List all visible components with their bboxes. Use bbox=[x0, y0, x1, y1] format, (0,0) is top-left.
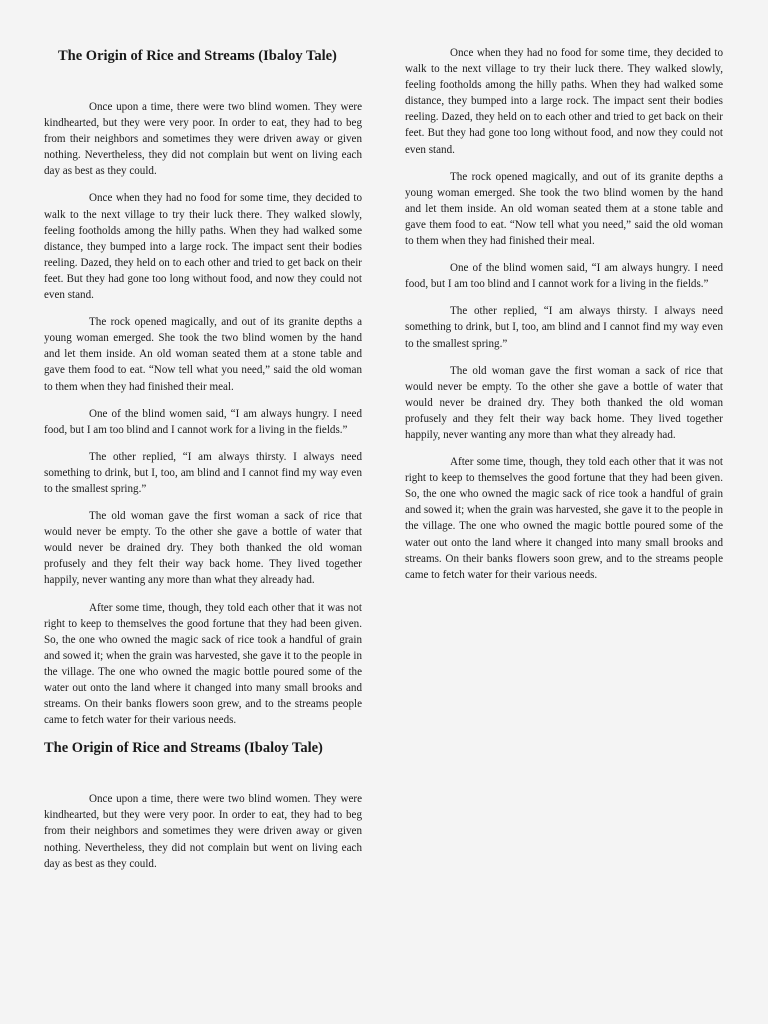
paragraph: Once upon a time, there were two blind women. They were kindhearted, but they were very poor. In order to eat, they had to beg from their neighbors and sometimes they were driven away or given nothing. Nevertheless, they did not complain but went on living each day as best as they could. bbox=[44, 101, 362, 178]
paragraph: The rock opened magically, and out of its granite depths a young woman emerged. She took the two blind women by the hand and let them inside. An old woman seated them at a stone table and gave them food to eat. “Now tell what you need,” said the old woman to them when they had finished their meal. bbox=[405, 170, 723, 248]
paragraph: Once when they had no food for some time, they decided to walk to the next village to try their luck there. They walked slowly, feeling footholds among the hilly paths. When they had walked some distance, they bumped into a large rock. The impact sent their bodies reeling. Dazed, they held on to each other and tried to get back on their feet. But they had gone too long without food, and now they could not even stand. bbox=[44, 192, 362, 302]
paragraph: The old woman gave the first woman a sack of rice that would never be empty. To the other she gave a bottle of water that would never be drained dry. They both thanked the old woman profusely and they felt their way back home. They lived together happily, never wanting any more than what they already had. bbox=[405, 364, 723, 441]
right-column bbox=[405, 0, 723, 594]
story-title: The Origin of Rice and Streams (Ibaloy Tale) bbox=[58, 48, 337, 64]
paragraph: The old woman gave the first woman a sack of rice that would never be empty. To the other she gave a bottle of water that would never be drained dry. They both thanked the old woman profusely and they felt their way back home. They lived together happily, never wanting any more than what they already had. bbox=[44, 510, 362, 587]
paragraph: One of the blind women said, “I am always hungry. I need food, but I am too blind and I cannot work for a living in the fields.” bbox=[44, 407, 362, 436]
paragraph: One of the blind women said, “I am always hungry. I need food, but I am too blind and I cannot work for a living in the fields.” bbox=[405, 262, 723, 291]
paragraph: After some time, though, they told each other that it was not right to keep to themselves the good fortune that they had been given. So, the one who owned the magic sack of rice took a handful of grain and sowed it; when the grain was harvested, she gave it to the people in the village. The one who owned the magic bottle poured some of the water out onto the land where it changed into many small brooks and streams. On their banks flowers soon grew, and to the streams people came to fetch water for their various needs. bbox=[405, 456, 723, 581]
paragraph: The other replied, “I am always thirsty. I always need something to drink, but I, too, am blind and I cannot find my way even to the smallest spring.” bbox=[44, 450, 362, 495]
paragraph: Once when they had no food for some time, they decided to walk to the next village to try their luck there. They walked slowly, feeling footholds among the hilly paths. When they had walked some distance, they bumped into a large rock. The impact sent their bodies reeling. Dazed, they held on to each other and tried to get back on their feet. But they had gone too long without food, and now they could not even stand. bbox=[405, 47, 723, 156]
story-title-repeat: The Origin of Rice and Streams (Ibaloy Tale) bbox=[44, 740, 323, 757]
paragraph: The other replied, “I am always thirsty. I always need something to drink, but I, too, am blind and I cannot find my way even to the smallest spring.” bbox=[405, 305, 723, 350]
left-column bbox=[44, 0, 362, 883]
paragraph: Once upon a time, there were two blind women. They were kindhearted, but they were very poor. In order to eat, they had to beg from their neighbors and sometimes they were driven away or given nothing. Nevertheless, they did not complain but went on living each day as best as they could. bbox=[44, 793, 362, 870]
paragraph: The rock opened magically, and out of its granite depths a young woman emerged. She took the two blind women by the hand and let them inside. An old woman seated them at a stone table and gave them food to eat. “Now tell what you need,” said the old woman to them when they had finished their meal. bbox=[44, 316, 362, 393]
paragraph: After some time, though, they told each other that it was not right to keep to themselves the good fortune that they had been given. So, the one who owned the magic sack of rice took a handful of grain and sowed it; when the grain was harvested, she gave it to the people in the village. The one who owned the magic bottle poured some of the water out onto the land where it changed into many small brooks and streams. On their banks flowers soon grew, and to the streams people came to fetch water for their various needs. bbox=[44, 601, 362, 727]
